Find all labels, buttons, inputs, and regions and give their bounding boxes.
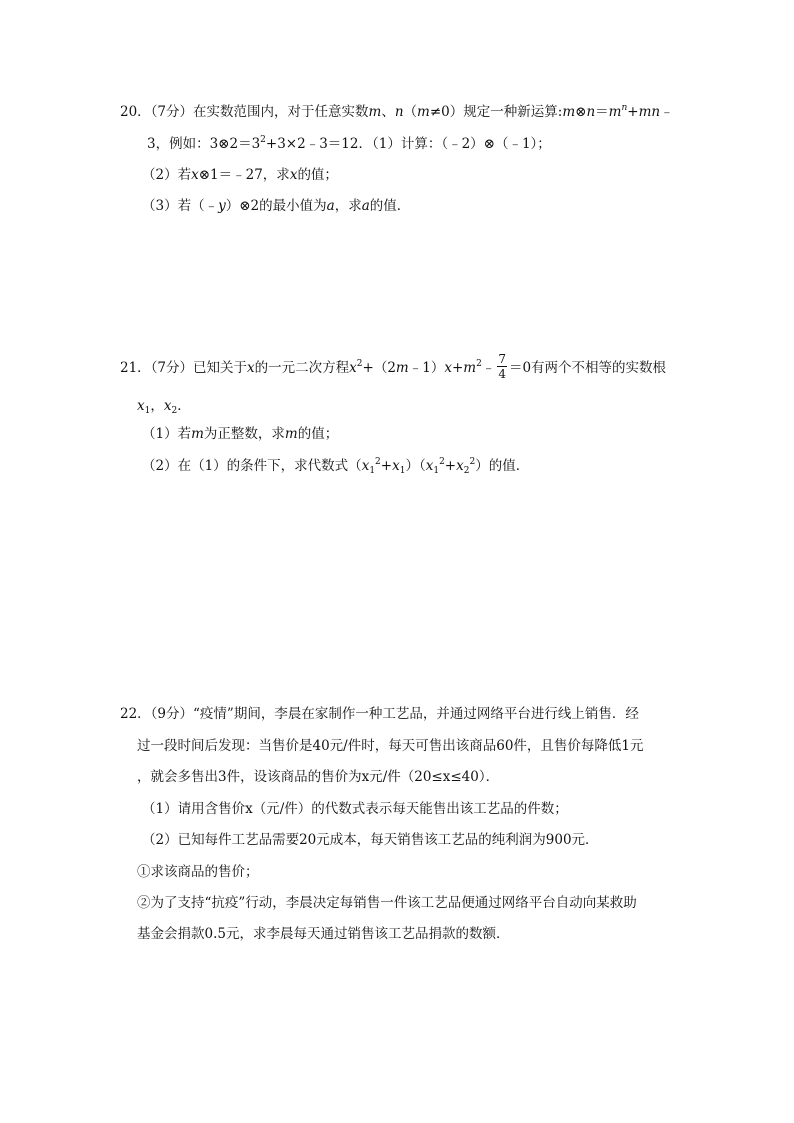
- q21-text: ＝0有两个不相等的实数根: [508, 360, 667, 376]
- plus-symbol: +: [627, 104, 639, 120]
- subscript-1: 1: [433, 466, 440, 476]
- otimes-symbol: ⊗: [575, 104, 587, 120]
- fraction-denominator: 4: [498, 367, 506, 381]
- q21-roots: [137, 396, 191, 416]
- exponent-2: 2: [375, 457, 381, 467]
- q20-text: ）⊗2的最小值为: [225, 198, 327, 214]
- exponent-n: n: [621, 103, 628, 113]
- fraction-numerator: 7: [498, 352, 506, 366]
- exponent-2: 2: [439, 457, 445, 467]
- var-x: x: [392, 458, 400, 474]
- plus-symbol: +: [444, 458, 457, 474]
- q20-part-3: [142, 196, 410, 216]
- subscript-2: 2: [171, 406, 178, 416]
- q20-number: 20．: [120, 104, 151, 120]
- q20-text: （2）若: [142, 167, 192, 183]
- q20-text: 在实数范围内，对于任意实数: [193, 104, 369, 120]
- q22-part-2-2-cont: 基金会捐款0.5元，求李晨每天通过销售该工艺品捐款的数额．: [137, 926, 510, 942]
- q20-text: （: [403, 104, 418, 120]
- var-x: x: [191, 167, 199, 183]
- q22-line-3: ，就会多售出3件，设该商品的售价为x元/件（20≤x≤40）．: [137, 769, 500, 785]
- q21-number: 21．: [120, 360, 151, 376]
- q22-line-1: 22．（9分）“疫情”期间，李晨在家制作一种工艺品，并通过网络平台进行线上销售．经: [120, 706, 639, 722]
- exponent-2: 2: [260, 135, 266, 145]
- q21-text: +（2: [362, 360, 396, 376]
- q21-text: +: [451, 360, 464, 376]
- subscript-1: 1: [399, 466, 406, 476]
- q21-text: 的一元二次方程: [254, 360, 350, 376]
- q21-part-2: [142, 456, 529, 476]
- q21-text: 为正整数，求: [203, 426, 285, 442]
- var-x: x: [349, 360, 357, 376]
- var-x: x: [247, 360, 255, 376]
- var-x: x: [425, 458, 434, 474]
- q20-text: ⊗1＝﹣27，求: [198, 167, 290, 183]
- q22-line-2: 过一段时间后发现：当售价是40元/件时，每天可售出该商品60件，且售价每降低1元: [137, 738, 644, 754]
- q20-text: 的值．: [369, 198, 411, 214]
- q21-text: ）（: [405, 458, 426, 474]
- q20-score: （7分）: [150, 104, 194, 120]
- q20-text: 、: [381, 104, 395, 120]
- var-m: m: [368, 104, 382, 120]
- q20-text: ≠0）: [429, 104, 464, 120]
- var-x: x: [289, 167, 298, 183]
- q21-score: （7分）: [150, 360, 194, 376]
- q21-part-1: [142, 424, 338, 444]
- q21-text: （2）在（1）的条件下，求代数式（: [142, 458, 362, 474]
- var-m: m: [562, 104, 576, 120]
- var-m: m: [284, 426, 298, 442]
- q20-text: 规定一种新运算:: [463, 104, 563, 120]
- var-x: x: [137, 398, 145, 414]
- q20-line-2: [147, 134, 551, 154]
- q22-part-2-2: ②为了支持“抗疫”行动，李晨决定每销售一件该工艺品便通过网络平台自动向某救助: [137, 895, 637, 911]
- q21-text: 已知关于: [193, 360, 248, 376]
- fraction-7-4: [497, 352, 507, 381]
- var-m: m: [191, 426, 204, 442]
- q21-text: 的值；: [297, 426, 339, 442]
- subscript-1: 1: [144, 406, 151, 416]
- var-m: m: [608, 104, 622, 120]
- var-a: a: [326, 198, 335, 214]
- q21-text: ，: [150, 398, 164, 414]
- subscript-1: 1: [369, 466, 376, 476]
- var-x: x: [163, 398, 172, 414]
- q20-part-2: [142, 165, 338, 185]
- q20-text: ，求: [334, 198, 362, 214]
- q22-part-2: （2）已知每件工艺品需要20元成本，每天销售该工艺品的纯利润为900元．: [142, 832, 599, 848]
- var-mn: mn: [638, 104, 661, 120]
- q20-example: 3，例如：3⊗2＝3: [147, 136, 261, 152]
- subscript-2: 2: [463, 466, 470, 476]
- var-n: n: [394, 104, 404, 120]
- q20-text: （3）若（﹣: [142, 198, 219, 214]
- plus-symbol: +: [380, 458, 393, 474]
- exponent-2: 2: [356, 359, 363, 369]
- q21-text: ﹣1）: [408, 360, 445, 376]
- exponent-2: 2: [469, 457, 476, 467]
- var-m: m: [417, 104, 430, 120]
- var-x: x: [456, 458, 464, 474]
- q22-part-2-1: ①求该商品的售价；: [137, 864, 259, 880]
- q20-part-1: +3×2﹣3＝12．（1）计算：（﹣2）⊗（﹣1）；: [265, 136, 551, 152]
- q21-text: （1）若: [142, 426, 192, 442]
- var-m: m: [463, 360, 477, 376]
- q20-line-1: [120, 102, 674, 122]
- var-y: y: [218, 198, 226, 214]
- q21-text: ．: [177, 398, 191, 414]
- var-x: x: [361, 458, 370, 474]
- var-n: n: [586, 104, 596, 120]
- var-m: m: [395, 360, 409, 376]
- var-a: a: [361, 198, 370, 214]
- q20-text: 的值；: [297, 167, 338, 183]
- var-x: x: [444, 360, 452, 376]
- q21-text: ﹣: [481, 360, 496, 376]
- q21-line-1: [120, 354, 666, 383]
- exponent-2: 2: [476, 359, 482, 369]
- minus-symbol: ﹣: [660, 104, 674, 120]
- q22-part-1: （1）请用含售价x（元/件）的代数式表示每天能售出该工艺品的件数；: [142, 801, 568, 817]
- equals-symbol: ＝: [595, 104, 609, 120]
- q21-text: ）的值．: [475, 458, 530, 474]
